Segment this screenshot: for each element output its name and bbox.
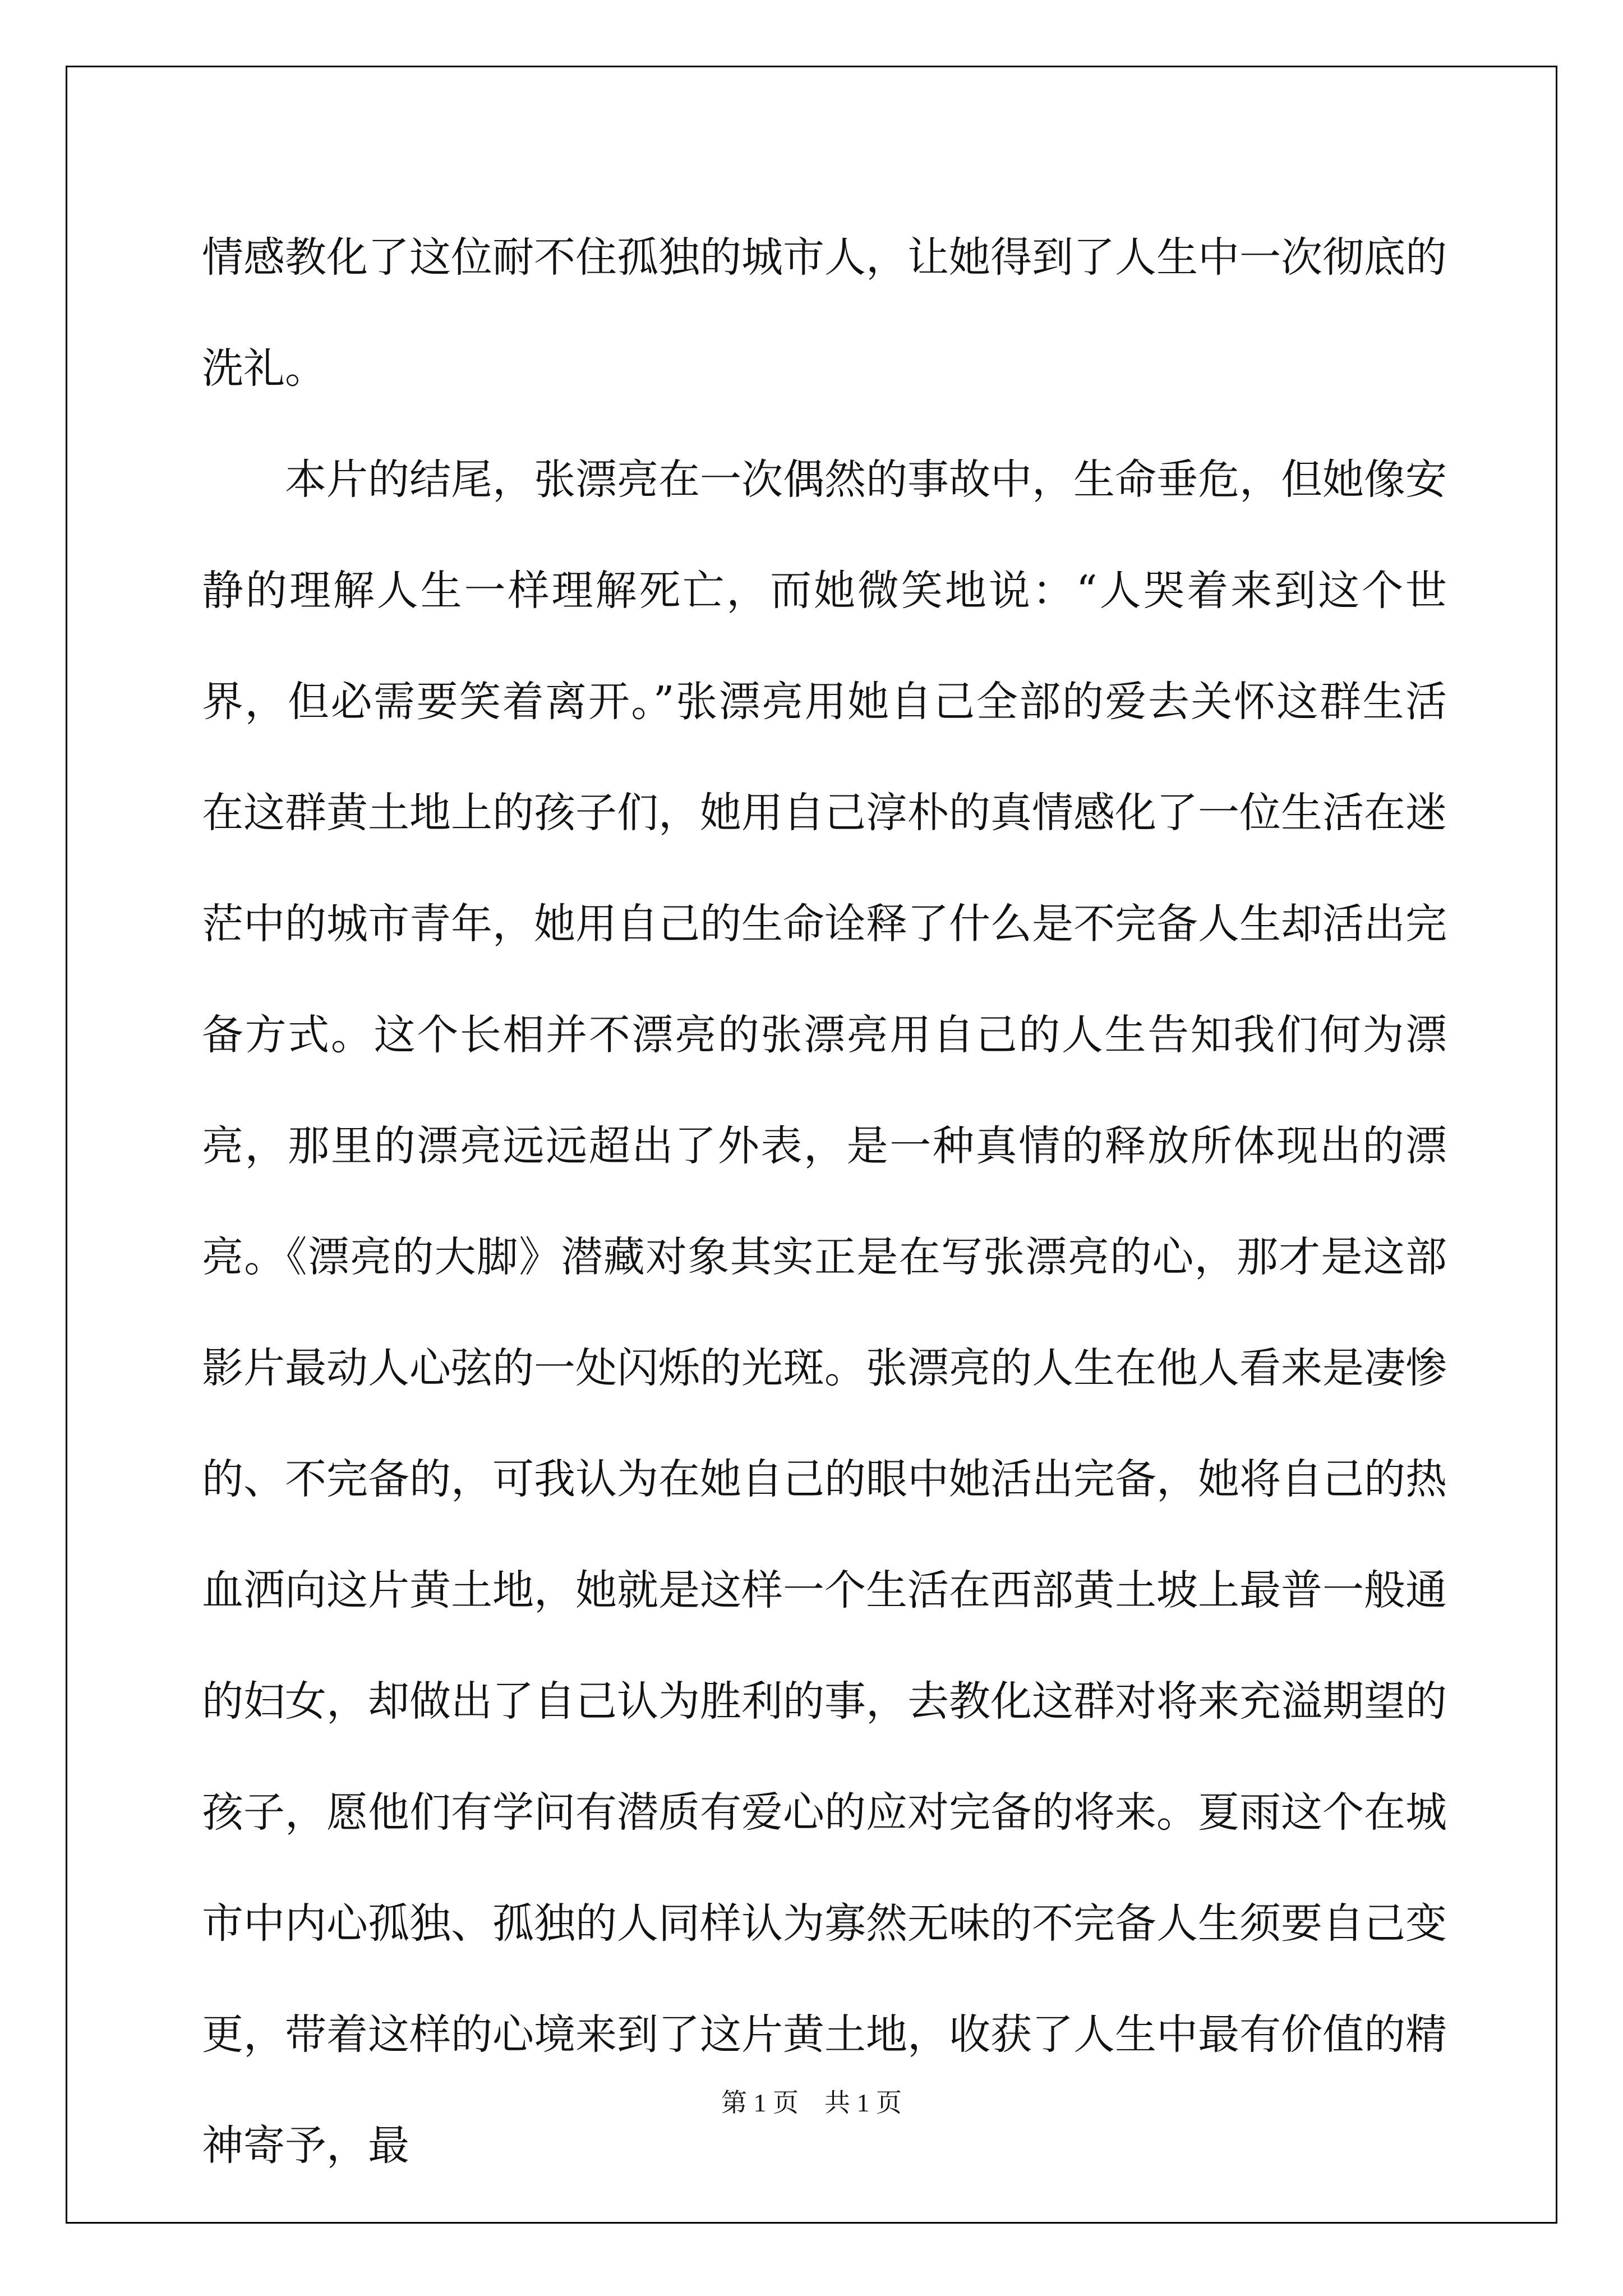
paragraph-1: 情感教化了这位耐不住孤独的城市人，让她得到了人生中一次彻底的洗礼。 bbox=[202, 233, 1447, 393]
page-footer: 第 1 页 共 1 页 bbox=[721, 2088, 902, 2117]
document-body bbox=[202, 202, 1447, 2201]
paragraph-2: 本片的结尾，张漂亮在一次偶然的事故中，生命垂危，但她像安静的理解人生一样理解死亡，而她微笑地说：“人哭着来到这个世界，但必需要笑着离开。”张漂亮用她自己全部的爱去关怀这群生活在这群黄土地上的孩子们，她用自己淳朴的真情感化了一位生活在迷茫中的城市青年，她用自己的生命诠释了什么是不完备人生却活出完备方式。这个长相并不漂亮的张漂亮用自己的人生告知我们何为漂亮，那里的漂亮远远超出了外表，是一种真情的释放所体现出的漂亮。《漂亮的大脚》潜藏对象其实正是在写张漂亮的心，那才是这部影片最动人心弦的一处闪烁的光斑。张漂亮的人生在他人看来是凄惨的、不完备的，可我认为在她自己的眼中她活出完备，她将自己的热血洒向这片黄土地，她就是这样一个生活在西部黄土坡上最普一般通的妇女，却做出了自己认为胜利的事，去教化这群对将来充溢期望的孩子，愿他们有学问有潜质有爱心的应对完备的将来。夏雨这个在城市中内心孤独、孤独的人同样认为寡然无味的不完备人生须要自己变更，带着这样的心境来到了这片黄土地，收获了人生中最有价值的精神寄予，最 bbox=[202, 455, 1447, 2170]
